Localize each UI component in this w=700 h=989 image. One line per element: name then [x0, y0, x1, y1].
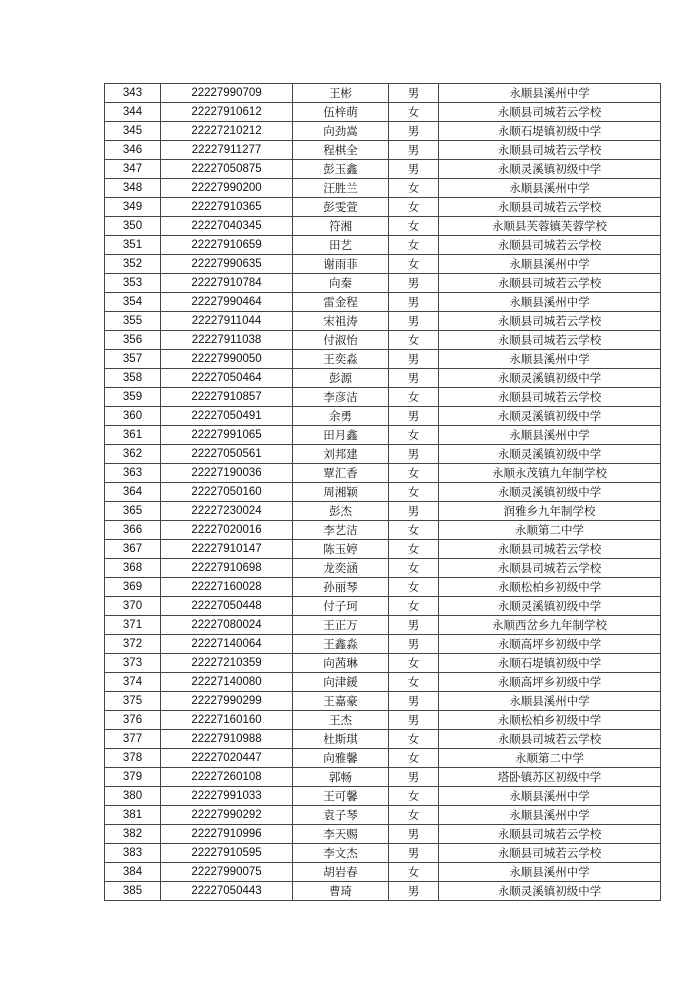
row-number-cell: 361	[105, 426, 161, 445]
table-row	[105, 274, 661, 293]
table-row	[105, 312, 661, 331]
exam-id-cell: 22227990075	[161, 863, 293, 882]
gender-cell: 女	[389, 217, 439, 236]
student-name-cell: 郭畅	[293, 768, 389, 787]
student-name-cell: 谢雨菲	[293, 255, 389, 274]
row-number-cell: 352	[105, 255, 161, 274]
row-number-cell: 346	[105, 141, 161, 160]
table-row	[105, 388, 661, 407]
exam-id-cell: 22227911038	[161, 331, 293, 350]
row-number-cell: 350	[105, 217, 161, 236]
student-name-cell: 王杰	[293, 711, 389, 730]
gender-cell: 女	[389, 749, 439, 768]
exam-id-cell: 22227990709	[161, 84, 293, 103]
gender-cell: 女	[389, 540, 439, 559]
gender-cell: 女	[389, 198, 439, 217]
student-name-cell: 彭雯萱	[293, 198, 389, 217]
school-cell: 永顺灵溪镇初级中学	[439, 483, 661, 502]
gender-cell: 男	[389, 502, 439, 521]
school-cell: 永顺永茂镇九年制学校	[439, 464, 661, 483]
student-name-cell: 宋祖涛	[293, 312, 389, 331]
table-row	[105, 844, 661, 863]
exam-id-cell: 22227020016	[161, 521, 293, 540]
exam-id-cell: 22227050561	[161, 445, 293, 464]
exam-id-cell: 22227910147	[161, 540, 293, 559]
gender-cell: 男	[389, 84, 439, 103]
exam-id-cell: 22227050491	[161, 407, 293, 426]
exam-id-cell: 22227991033	[161, 787, 293, 806]
school-cell: 永顺县芙蓉镇芙蓉学校	[439, 217, 661, 236]
student-name-cell: 付子珂	[293, 597, 389, 616]
row-number-cell: 357	[105, 350, 161, 369]
gender-cell: 女	[389, 388, 439, 407]
exam-id-cell: 22227160028	[161, 578, 293, 597]
gender-cell: 女	[389, 236, 439, 255]
exam-id-cell: 22227210212	[161, 122, 293, 141]
exam-id-cell: 22227910612	[161, 103, 293, 122]
table-row	[105, 768, 661, 787]
table-row	[105, 521, 661, 540]
table-row	[105, 730, 661, 749]
row-number-cell: 383	[105, 844, 161, 863]
exam-id-cell: 22227910784	[161, 274, 293, 293]
exam-id-cell: 22227190036	[161, 464, 293, 483]
row-number-cell: 364	[105, 483, 161, 502]
table-row	[105, 635, 661, 654]
exam-id-cell: 22227910659	[161, 236, 293, 255]
row-number-cell: 375	[105, 692, 161, 711]
school-cell: 永顺灵溪镇初级中学	[439, 597, 661, 616]
gender-cell: 男	[389, 825, 439, 844]
table-row	[105, 255, 661, 274]
student-name-cell: 王鑫淼	[293, 635, 389, 654]
student-name-cell: 覃汇香	[293, 464, 389, 483]
school-cell: 永顺高坪乡初级中学	[439, 673, 661, 692]
school-cell: 润雅乡九年制学校	[439, 502, 661, 521]
table-row	[105, 749, 661, 768]
exam-id-cell: 22227990635	[161, 255, 293, 274]
roster-body	[105, 84, 661, 901]
table-row	[105, 122, 661, 141]
gender-cell: 男	[389, 274, 439, 293]
gender-cell: 女	[389, 255, 439, 274]
table-row	[105, 236, 661, 255]
table-row	[105, 293, 661, 312]
row-number-cell: 368	[105, 559, 161, 578]
row-number-cell: 351	[105, 236, 161, 255]
row-number-cell: 377	[105, 730, 161, 749]
gender-cell: 男	[389, 293, 439, 312]
student-name-cell: 胡岩春	[293, 863, 389, 882]
gender-cell: 男	[389, 635, 439, 654]
table-row	[105, 179, 661, 198]
gender-cell: 女	[389, 730, 439, 749]
student-name-cell: 陈玉婷	[293, 540, 389, 559]
exam-id-cell: 22227990292	[161, 806, 293, 825]
gender-cell: 男	[389, 616, 439, 635]
school-cell: 永顺灵溪镇初级中学	[439, 882, 661, 901]
table-row	[105, 331, 661, 350]
exam-id-cell: 22227050448	[161, 597, 293, 616]
gender-cell: 男	[389, 369, 439, 388]
student-name-cell: 杜斯琪	[293, 730, 389, 749]
exam-id-cell: 22227140064	[161, 635, 293, 654]
row-number-cell: 378	[105, 749, 161, 768]
table-row	[105, 711, 661, 730]
table-row	[105, 217, 661, 236]
exam-id-cell: 22227990299	[161, 692, 293, 711]
school-cell: 永顺县司城若云学校	[439, 312, 661, 331]
student-name-cell: 李艺洁	[293, 521, 389, 540]
school-cell: 永顺灵溪镇初级中学	[439, 407, 661, 426]
exam-id-cell: 22227050160	[161, 483, 293, 502]
row-number-cell: 349	[105, 198, 161, 217]
school-cell: 永顺县溪州中学	[439, 293, 661, 312]
exam-id-cell: 22227260108	[161, 768, 293, 787]
student-name-cell: 王可馨	[293, 787, 389, 806]
student-name-cell: 彭玉鑫	[293, 160, 389, 179]
school-cell: 永顺松柏乡初级中学	[439, 578, 661, 597]
gender-cell: 男	[389, 882, 439, 901]
student-name-cell: 雷金程	[293, 293, 389, 312]
student-name-cell: 符湘	[293, 217, 389, 236]
student-name-cell: 向雅馨	[293, 749, 389, 768]
exam-id-cell: 22227910857	[161, 388, 293, 407]
table-row	[105, 407, 661, 426]
exam-id-cell: 22227080024	[161, 616, 293, 635]
gender-cell: 女	[389, 521, 439, 540]
school-cell: 永顺县司城若云学校	[439, 236, 661, 255]
school-cell: 永顺石堤镇初级中学	[439, 654, 661, 673]
row-number-cell: 374	[105, 673, 161, 692]
row-number-cell: 370	[105, 597, 161, 616]
exam-id-cell: 22227020447	[161, 749, 293, 768]
school-cell: 永顺县司城若云学校	[439, 844, 661, 863]
table-row	[105, 863, 661, 882]
exam-id-cell: 22227050875	[161, 160, 293, 179]
exam-id-cell: 22227160160	[161, 711, 293, 730]
student-name-cell: 田艺	[293, 236, 389, 255]
school-cell: 永顺西岔乡九年制学校	[439, 616, 661, 635]
exam-id-cell: 22227990464	[161, 293, 293, 312]
table-row	[105, 369, 661, 388]
school-cell: 永顺县司城若云学校	[439, 198, 661, 217]
table-row	[105, 445, 661, 464]
school-cell: 永顺县溪州中学	[439, 863, 661, 882]
student-name-cell: 王正万	[293, 616, 389, 635]
student-name-cell: 余勇	[293, 407, 389, 426]
school-cell: 永顺灵溪镇初级中学	[439, 445, 661, 464]
school-cell: 永顺松柏乡初级中学	[439, 711, 661, 730]
gender-cell: 女	[389, 464, 439, 483]
exam-id-cell: 22227040345	[161, 217, 293, 236]
row-number-cell: 367	[105, 540, 161, 559]
exam-id-cell: 22227911044	[161, 312, 293, 331]
school-cell: 永顺县司城若云学校	[439, 825, 661, 844]
student-roster-table	[104, 83, 661, 901]
table-row	[105, 103, 661, 122]
school-cell: 永顺县溪州中学	[439, 255, 661, 274]
gender-cell: 女	[389, 654, 439, 673]
student-name-cell: 王彬	[293, 84, 389, 103]
exam-id-cell: 22227210359	[161, 654, 293, 673]
row-number-cell: 384	[105, 863, 161, 882]
student-name-cell: 王嘉豪	[293, 692, 389, 711]
school-cell: 永顺县司城若云学校	[439, 141, 661, 160]
school-cell: 永顺灵溪镇初级中学	[439, 160, 661, 179]
student-name-cell: 程棋全	[293, 141, 389, 160]
table-row	[105, 882, 661, 901]
table-row	[105, 426, 661, 445]
table-row	[105, 502, 661, 521]
exam-id-cell: 22227910595	[161, 844, 293, 863]
row-number-cell: 343	[105, 84, 161, 103]
gender-cell: 女	[389, 483, 439, 502]
table-row	[105, 350, 661, 369]
school-cell: 永顺灵溪镇初级中学	[439, 369, 661, 388]
exam-id-cell: 22227910698	[161, 559, 293, 578]
gender-cell: 女	[389, 426, 439, 445]
table-row	[105, 141, 661, 160]
row-number-cell: 359	[105, 388, 161, 407]
row-number-cell: 382	[105, 825, 161, 844]
gender-cell: 男	[389, 160, 439, 179]
gender-cell: 男	[389, 692, 439, 711]
gender-cell: 男	[389, 350, 439, 369]
student-name-cell: 龙奕涵	[293, 559, 389, 578]
row-number-cell: 365	[105, 502, 161, 521]
row-number-cell: 360	[105, 407, 161, 426]
row-number-cell: 344	[105, 103, 161, 122]
student-name-cell: 曹琦	[293, 882, 389, 901]
school-cell: 永顺县司城若云学校	[439, 103, 661, 122]
table-row	[105, 654, 661, 673]
table-row	[105, 160, 661, 179]
row-number-cell: 376	[105, 711, 161, 730]
row-number-cell: 381	[105, 806, 161, 825]
table-row	[105, 483, 661, 502]
table-row	[105, 597, 661, 616]
student-name-cell: 伍梓萌	[293, 103, 389, 122]
row-number-cell: 379	[105, 768, 161, 787]
student-name-cell: 向劲嵩	[293, 122, 389, 141]
exam-id-cell: 22227050443	[161, 882, 293, 901]
school-cell: 永顺县司城若云学校	[439, 274, 661, 293]
exam-id-cell: 22227910988	[161, 730, 293, 749]
table-row	[105, 464, 661, 483]
school-cell: 永顺县溪州中学	[439, 806, 661, 825]
gender-cell: 女	[389, 806, 439, 825]
row-number-cell: 347	[105, 160, 161, 179]
exam-id-cell: 22227990050	[161, 350, 293, 369]
exam-id-cell: 22227910365	[161, 198, 293, 217]
student-name-cell: 彭杰	[293, 502, 389, 521]
gender-cell: 男	[389, 407, 439, 426]
row-number-cell: 380	[105, 787, 161, 806]
table-row	[105, 616, 661, 635]
school-cell: 永顺县溪州中学	[439, 179, 661, 198]
school-cell: 永顺第二中学	[439, 749, 661, 768]
gender-cell: 男	[389, 122, 439, 141]
exam-id-cell: 22227140080	[161, 673, 293, 692]
student-name-cell: 李文杰	[293, 844, 389, 863]
student-name-cell: 李彦洁	[293, 388, 389, 407]
gender-cell: 男	[389, 141, 439, 160]
student-name-cell: 向茜琳	[293, 654, 389, 673]
table-row	[105, 578, 661, 597]
gender-cell: 女	[389, 331, 439, 350]
row-number-cell: 353	[105, 274, 161, 293]
table-row	[105, 787, 661, 806]
gender-cell: 女	[389, 597, 439, 616]
table-row	[105, 825, 661, 844]
student-name-cell: 付淑怡	[293, 331, 389, 350]
school-cell: 永顺县司城若云学校	[439, 730, 661, 749]
row-number-cell: 345	[105, 122, 161, 141]
gender-cell: 男	[389, 768, 439, 787]
gender-cell: 女	[389, 179, 439, 198]
row-number-cell: 366	[105, 521, 161, 540]
school-cell: 永顺县溪州中学	[439, 787, 661, 806]
row-number-cell: 356	[105, 331, 161, 350]
exam-id-cell: 22227990200	[161, 179, 293, 198]
school-cell: 永顺县司城若云学校	[439, 540, 661, 559]
gender-cell: 男	[389, 312, 439, 331]
school-cell: 永顺县溪州中学	[439, 84, 661, 103]
student-name-cell: 周湘颖	[293, 483, 389, 502]
row-number-cell: 369	[105, 578, 161, 597]
gender-cell: 女	[389, 103, 439, 122]
student-name-cell: 孙丽琴	[293, 578, 389, 597]
table-row	[105, 673, 661, 692]
row-number-cell: 358	[105, 369, 161, 388]
table-row	[105, 198, 661, 217]
exam-id-cell: 22227991065	[161, 426, 293, 445]
row-number-cell: 372	[105, 635, 161, 654]
table-row	[105, 692, 661, 711]
exam-id-cell: 22227050464	[161, 369, 293, 388]
school-cell: 永顺第二中学	[439, 521, 661, 540]
school-cell: 永顺石堤镇初级中学	[439, 122, 661, 141]
row-number-cell: 362	[105, 445, 161, 464]
student-name-cell: 袁子琴	[293, 806, 389, 825]
table-row	[105, 806, 661, 825]
table-row	[105, 84, 661, 103]
school-cell: 永顺县溪州中学	[439, 426, 661, 445]
row-number-cell: 355	[105, 312, 161, 331]
student-name-cell: 向秦	[293, 274, 389, 293]
table-row	[105, 540, 661, 559]
gender-cell: 女	[389, 559, 439, 578]
school-cell: 永顺县司城若云学校	[439, 559, 661, 578]
row-number-cell: 373	[105, 654, 161, 673]
gender-cell: 女	[389, 863, 439, 882]
school-cell: 永顺县司城若云学校	[439, 331, 661, 350]
gender-cell: 男	[389, 711, 439, 730]
school-cell: 永顺县溪州中学	[439, 350, 661, 369]
gender-cell: 女	[389, 673, 439, 692]
school-cell: 塔卧镇苏区初级中学	[439, 768, 661, 787]
row-number-cell: 371	[105, 616, 161, 635]
school-cell: 永顺县溪州中学	[439, 692, 661, 711]
row-number-cell: 363	[105, 464, 161, 483]
student-name-cell: 田月鑫	[293, 426, 389, 445]
exam-id-cell: 22227230024	[161, 502, 293, 521]
table-row	[105, 559, 661, 578]
exam-id-cell: 22227910996	[161, 825, 293, 844]
student-name-cell: 李天赐	[293, 825, 389, 844]
gender-cell: 女	[389, 787, 439, 806]
gender-cell: 男	[389, 844, 439, 863]
student-name-cell: 向津鍰	[293, 673, 389, 692]
student-name-cell: 王奕淼	[293, 350, 389, 369]
gender-cell: 男	[389, 445, 439, 464]
gender-cell: 女	[389, 578, 439, 597]
student-name-cell: 刘邦建	[293, 445, 389, 464]
student-name-cell: 彭源	[293, 369, 389, 388]
exam-id-cell: 22227911277	[161, 141, 293, 160]
school-cell: 永顺县司城若云学校	[439, 388, 661, 407]
school-cell: 永顺高坪乡初级中学	[439, 635, 661, 654]
student-name-cell: 汪胜兰	[293, 179, 389, 198]
row-number-cell: 385	[105, 882, 161, 901]
row-number-cell: 354	[105, 293, 161, 312]
row-number-cell: 348	[105, 179, 161, 198]
